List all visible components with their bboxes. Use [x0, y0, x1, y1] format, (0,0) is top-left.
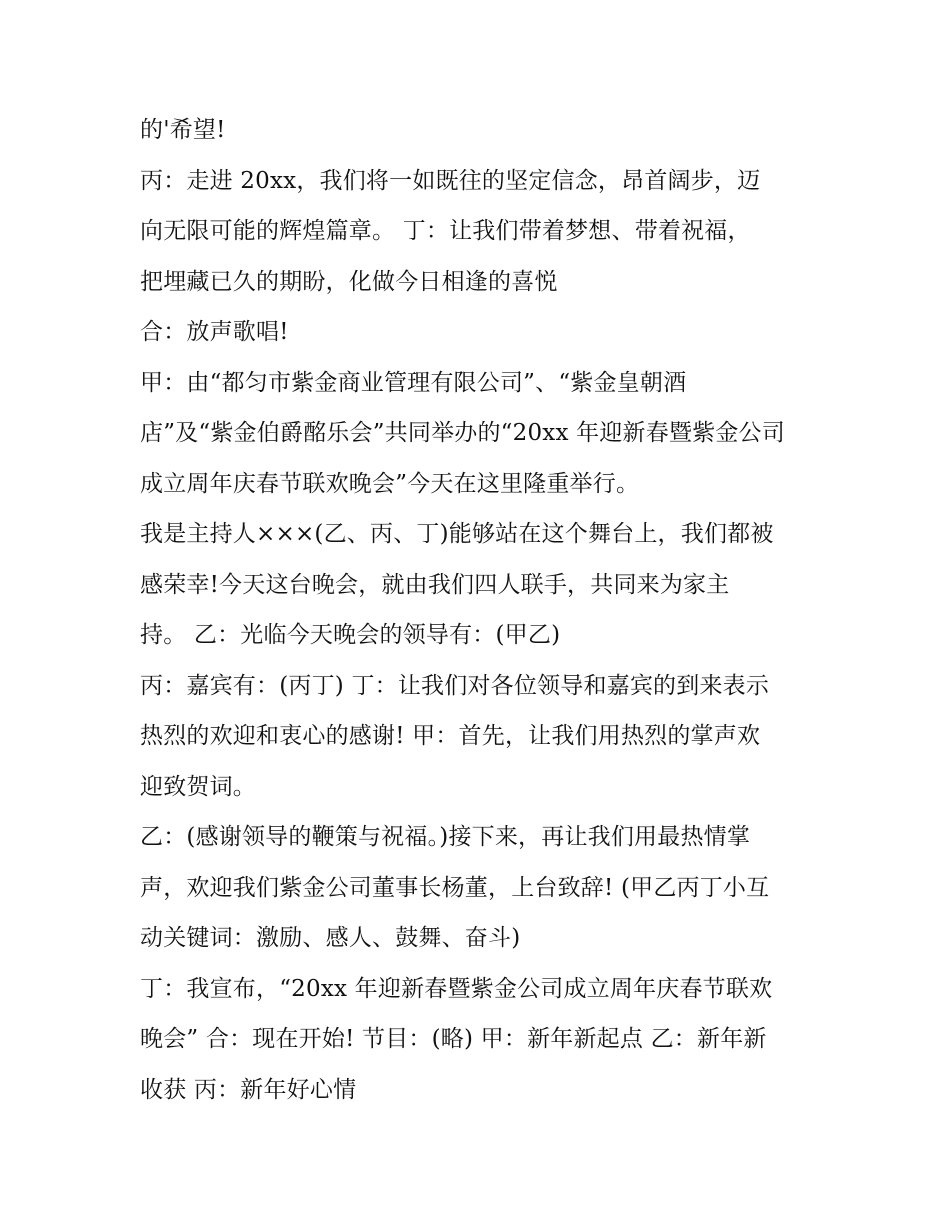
text-line: 店”及“紫金伯爵酩乐会”共同举办的“20xx 年迎新春暨紫金公司 [140, 420, 785, 446]
text-line: 向无限可能的辉煌篇章。 丁：让我们带着梦想、带着祝福， [140, 218, 751, 244]
document-body [140, 105, 820, 1115]
text-line: 感荣幸!今天这台晚会，就由我们四人联手，共同来为家主 [140, 571, 730, 598]
text-line: 合：放声歌唱! [140, 319, 289, 345]
text-line: 丁：我宣布，“20xx 年迎新春暨紫金公司成立周年庆春节联欢 [140, 975, 773, 1002]
text-line: 把埋藏已久的期盼，化做今日相逢的喜悦 [140, 268, 558, 295]
text-line: 乙：(感谢领导的鞭策与祝福。)接下来，再让我们用最热情掌 [140, 824, 751, 850]
text-line: 声，欢迎我们紫金公司董事长杨董，上台致辞! (甲乙丙丁小互 [140, 874, 770, 901]
text-line: 收获 丙：新年好心情 [140, 1076, 357, 1103]
text-line: 持。 乙：光临今天晚会的领导有：(甲乙) [140, 622, 561, 648]
text-line: 动关键词：激励、感人、鼓舞、奋斗) [140, 925, 521, 951]
text-line: 晚会” 合：现在开始! 节目：(略) 甲：新年新起点 乙：新年新 [140, 1026, 767, 1052]
text-line: 热烈的欢迎和衷心的感谢! 甲：首先，让我们用热烈的掌声欢 [140, 723, 761, 749]
text-line: 丙：走进 20xx，我们将一如既往的坚定信念，昂首阔步，迈 [140, 167, 761, 194]
text-line: 成立周年庆春节联欢晚会”今天在这里隆重举行。 [140, 470, 640, 497]
text-line: 的'希望! [140, 117, 226, 143]
text-line: 迎致贺词。 [140, 773, 256, 800]
text-line: 甲：由“都匀市紫金商业管理有限公司”、“紫金皇朝酒 [140, 369, 687, 396]
text-line: 丙：嘉宾有：(丙丁) 丁：让我们对各位领导和嘉宾的到来表示 [140, 672, 770, 699]
text-line: 我是主持人×××(乙、丙、丁)能够站在这个舞台上，我们都被 [140, 521, 774, 547]
